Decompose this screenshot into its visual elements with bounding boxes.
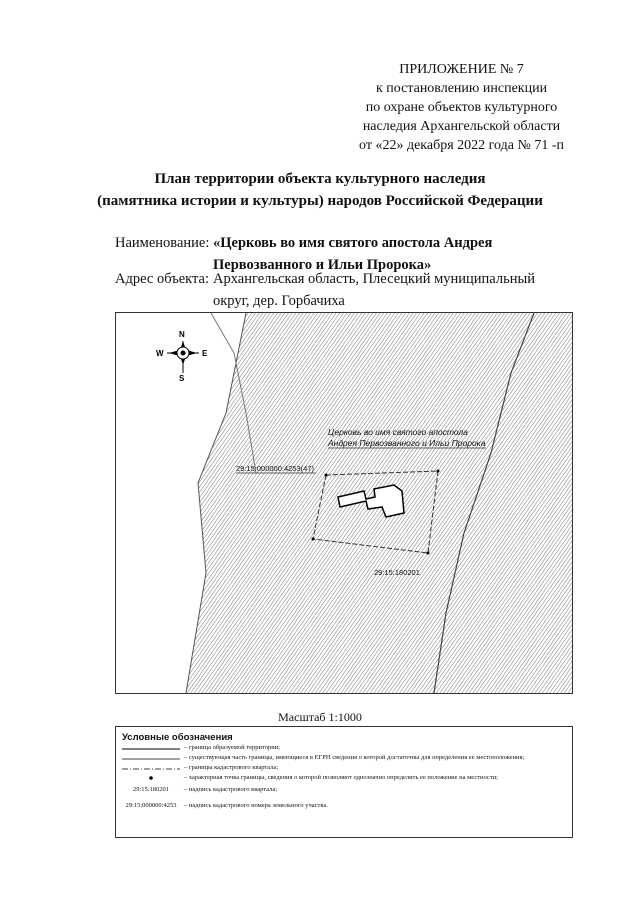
church-label: Андрея Первозванного и Ильи Пророка [328, 438, 486, 448]
svg-text:S: S [179, 374, 185, 383]
appendix-line: по охране объектов культурного [365, 100, 558, 115]
appendix-line: наследия Архангельской области [362, 119, 561, 134]
legend-symbol-quarter-border [120, 763, 182, 773]
legend-row [116, 763, 572, 773]
svg-text:N: N [179, 330, 185, 339]
legend-text: – границы кадастрового квартала; [184, 764, 279, 771]
legend-text: – граница образуемой территории; [184, 744, 280, 751]
quarter-label: 29:15:180201 [374, 568, 420, 577]
legend-row [116, 773, 572, 783]
legend-text: – надпись кадастрового номера земельного участка. [184, 802, 328, 809]
object-name-value: «Церковь во имя святого апостола Андрея Первозванного и Ильи Пророка» [213, 235, 493, 273]
legend-symbol-territory [120, 743, 182, 753]
parcel-label: 29:15:000000:4253(47) [236, 464, 314, 473]
legend [115, 726, 573, 838]
svg-text:E: E [202, 349, 208, 358]
object-address-value: Архангельская область, Плесецкий муниципальный округ, дер. Горбачиха [213, 271, 535, 309]
appendix-header [359, 60, 564, 155]
object-address-field [115, 268, 535, 309]
object-address-label: Адрес объекта: [115, 271, 209, 287]
legend-row [116, 801, 572, 811]
appendix-line: к постановлению инспекции [375, 81, 548, 96]
church-label: Церковь во имя святого апостола [328, 427, 468, 437]
boundary-point [437, 470, 440, 473]
svg-text:W: W [156, 349, 164, 358]
appendix-date-number: от «22» декабря 2022 года № 71 -п [359, 138, 564, 153]
boundary-point [312, 538, 315, 541]
legend-title: Условные обозначения [122, 732, 233, 743]
legend-row [116, 753, 572, 763]
title-line: План территории объекта культурного наследия [154, 171, 486, 187]
boundary-point [427, 552, 430, 555]
map-scale: Масштаб 1:1000 [278, 710, 362, 724]
legend-row [116, 743, 572, 753]
boundary-point [325, 474, 328, 477]
compass-icon [156, 330, 208, 383]
legend-text: – характерная точка границы, сведения о которой позволяют однозначно определить ее положение на местности; [184, 774, 498, 781]
legend-text: – существующая часть границы, имеющиеся в ЕГРН сведения о которой достаточны для определения ее местоположения; [184, 754, 525, 761]
legend-symbol-existing-border [120, 753, 182, 763]
legend-text: – надпись кадастрового квартала; [184, 786, 278, 793]
legend-symbol-quarter-label: 29:15:180201 [132, 786, 170, 793]
object-name-field [115, 232, 493, 273]
title-line: (памятника истории и культуры) народов Российской Федерации [97, 193, 543, 209]
legend-row [116, 785, 572, 795]
appendix-number: ПРИЛОЖЕНИЕ № 7 [399, 62, 524, 77]
object-name-label: Наименование: [115, 235, 210, 251]
document-title [0, 168, 640, 212]
map-drawing [116, 313, 572, 693]
legend-symbol-point [120, 773, 182, 783]
territory-map [115, 312, 573, 694]
legend-symbol-parcel-label: 29:15:000000:4253 [125, 802, 177, 809]
